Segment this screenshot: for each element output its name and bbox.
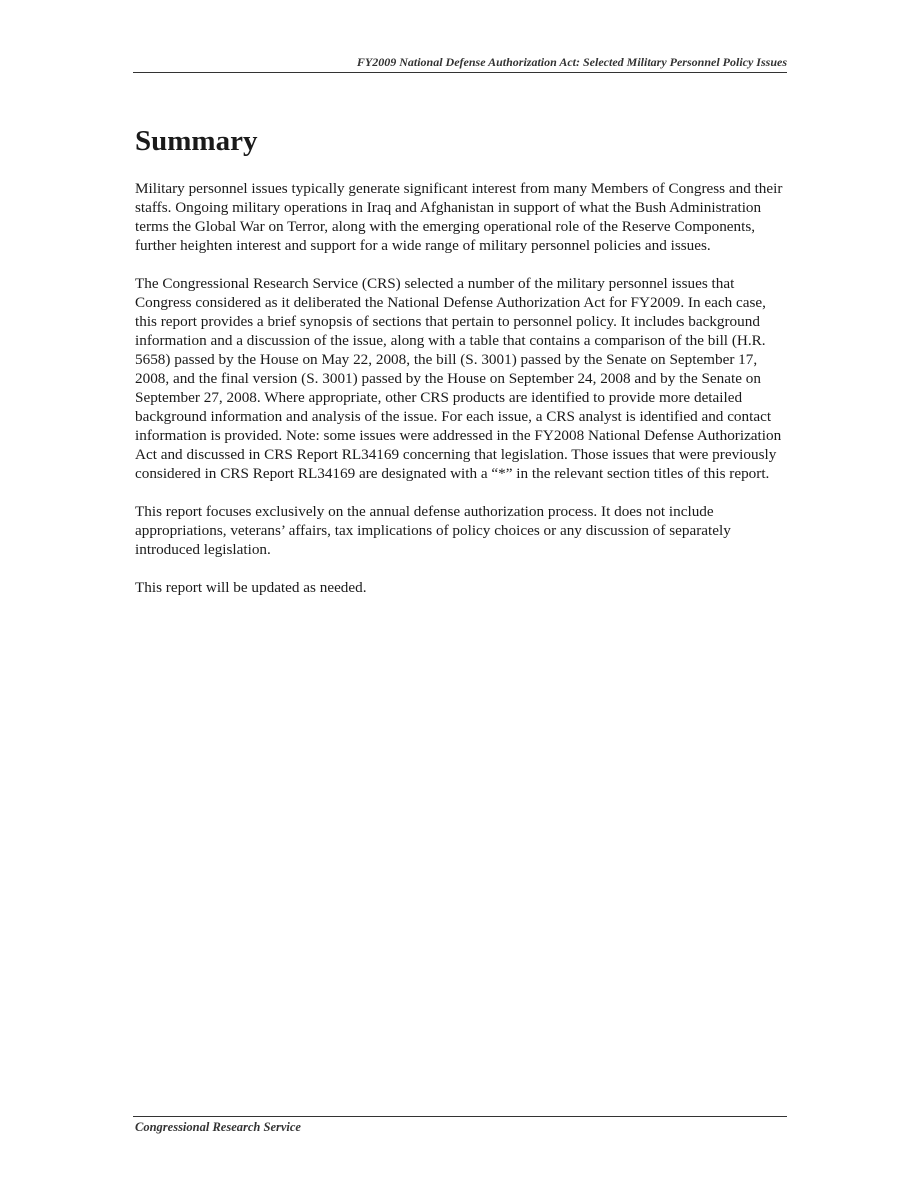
summary-paragraph-4: This report will be updated as needed. — [135, 579, 367, 596]
footer-publisher: Congressional Research Service — [135, 1120, 301, 1134]
summary-paragraph-2: The Congressional Research Service (CRS) selected a number of the military personnel issues that Congress considered as it deliberated the National Defense Authorization Act for FY2009. In each case, this report provides a brief synopsis of sections that pertain to personnel policy. It includes background information and a discussion of the issue, along with a table that contains a comparison of the bill (H.R. 5658) passed by the House on May 22, 2008, the bill (S. 3001) passed by the Senate on September 17, 2008, and the final version (S. 3001) passed by the House on September 24, 2008 and by the Senate on September 27, 2008. Where appropriate, other CRS products are identified to provide more detailed background information and analysis of the issue. For each issue, a CRS analyst is identified and contact information is provided. Note: some issues were addressed in the FY2008 National Defense Authorization Act and discussed in CRS Report RL34169 concerning that legislation. Those issues that were previously considered in CRS Report RL34169 are designated with a “*” in the relevant section titles of this report. — [135, 275, 782, 482]
header-divider — [133, 72, 787, 73]
summary-paragraph-3: This report focuses exclusively on the annual defense authorization process. It does not include appropriations, veterans’ affairs, tax implications of policy choices or any discussion of separately introduced legislation. — [135, 503, 731, 558]
document-body — [135, 122, 785, 616]
summary-paragraph-1: Military personnel issues typically generate significant interest from many Members of Congress and their staffs. Ongoing military operations in Iraq and Afghanistan in support of what the Bush Administration terms the Global War on Terror, along with the emerging operational role of the Reserve Components, further heighten interest and support for a wide range of military personnel policies and issues. — [135, 180, 783, 254]
page-title: Summary — [135, 125, 258, 157]
footer-divider — [133, 1116, 787, 1117]
running-header-title: FY2009 National Defense Authorization Act: Selected Military Personnel Policy Issues — [356, 55, 787, 69]
